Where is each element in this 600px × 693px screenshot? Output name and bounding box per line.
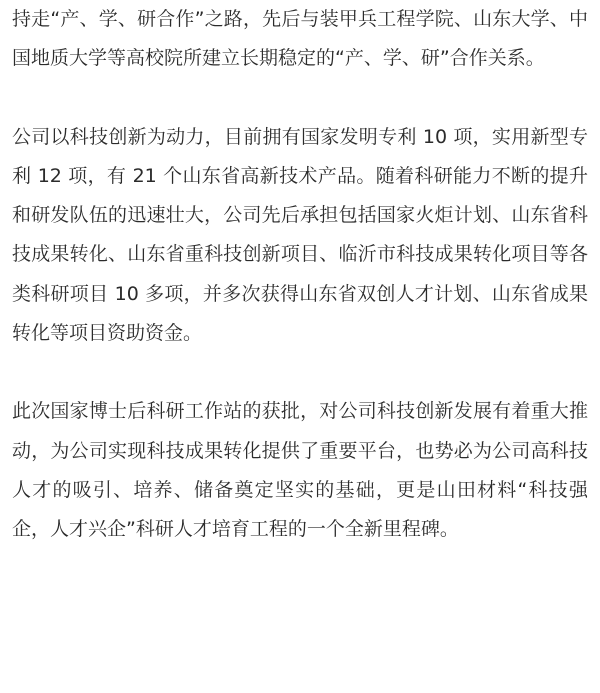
paragraph-cooperation: 持走“产、学、研合作”之路，先后与装甲兵工程学院、山东大学、中国地质大学等高校院所建立长期稳定的“产、学、研”合作关系。 bbox=[12, 8, 588, 70]
paragraph-innovation: 公司以科技创新为动力，目前拥有国家发明专利 10 项，实用新型专利 12 项，有 21 个山东省高新技术产品。随着科研能力不断的提升和研发队伍的迅速壮大，公司先后承担包括国家火炬计划、山东省科技成果转化、山东省重科技创新项目、临沂市科技成果转化项目等各类科研项目 10 多项，并多次获得山东省双创人才计划、山东省成果转化等项目资助资金。 bbox=[12, 125, 588, 345]
article-body bbox=[12, 0, 588, 550]
paragraph-postdoc-station: 此次国家博士后科研工作站的获批，对公司科技创新发展有着重大推动，为公司实现科技成果转化提供了重要平台，也势必为公司高科技人才的吸引、培养、储备奠定坚实的基础，更是山田材料“科技强企，人才兴企”科研人才培育工程的一个全新里程碑。 bbox=[12, 400, 588, 541]
